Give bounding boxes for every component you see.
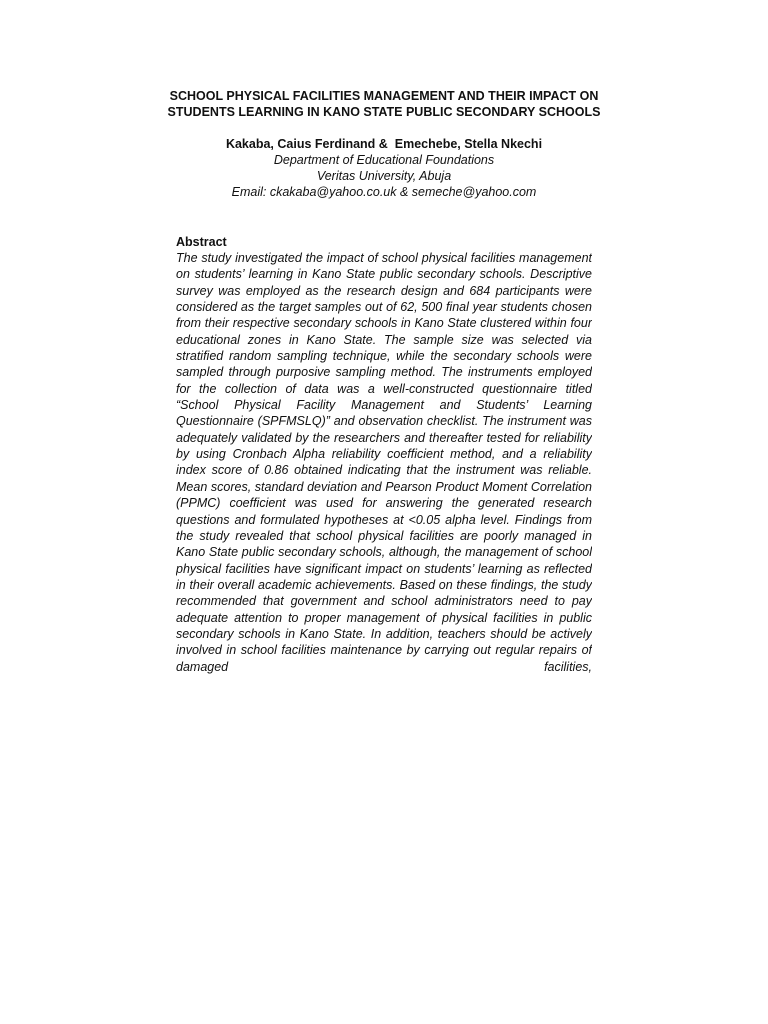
- paper-title-line-1: SCHOOL PHYSICAL FACILITIES MANAGEMENT AND THEIR IMPACT ON: [169, 89, 599, 103]
- author-department: Department of Educational Foundations: [273, 153, 495, 167]
- paper-title: [150, 88, 618, 120]
- author-names: Kakaba, Caius Ferdinand & Emechebe, Stella Nkechi: [225, 137, 543, 151]
- author-email: Email: ckakaba@yahoo.co.uk & semeche@yahoo.com: [231, 185, 537, 199]
- abstract-body: The study investigated the impact of school physical facilities management on students’ learning in Kano State public secondary schools. Descriptive survey was employed as the research design and 684 participants were considered as the target samples out of 62, 500 final year students chosen from their respective secondary schools in Kano State clustered within four educational zones in Kano State. The sample size was selected via stratified random sampling technique, while the secondary schools were sampled through purposive sampling method. The instruments employed for the collection of data was a well-constructed questionnaire titled “School Physical Facility Management and Students’ Learning Questionnaire (SPFMSLQ)” and observation checklist. The instrument was adequately validated by the researchers and thereafter tested for reliability by using Cronbach Alpha reliability coefficient method, and a reliability index score of 0.86 obtained indicating that the instrument was reliable. Mean scores, standard deviation and Pearson Product Moment Correlation (PPMC) coefficient was used for answering the generated research questions and formulated hypotheses at <0.05 alpha level. Findings from the study revealed that school physical facilities are poorly managed in Kano State public secondary schools, although, the management of school physical facilities have significant impact on students’ learning as reflected in their overall academic achievements. Based on these findings, the study recommended that government and school administrators need to pay adequate attention to proper management of physical facilities in public secondary schools in Kano State. In addition, teachers should be actively involved in school facilities maintenance by carrying out regular repairs of damaged facilities,: [176, 251, 592, 674]
- paper-title-line-2: STUDENTS LEARNING IN KANO STATE PUBLIC SECONDARY SCHOOLS: [167, 105, 601, 119]
- abstract-heading: Abstract: [176, 235, 227, 249]
- author-university: Veritas University, Abuja: [316, 169, 452, 183]
